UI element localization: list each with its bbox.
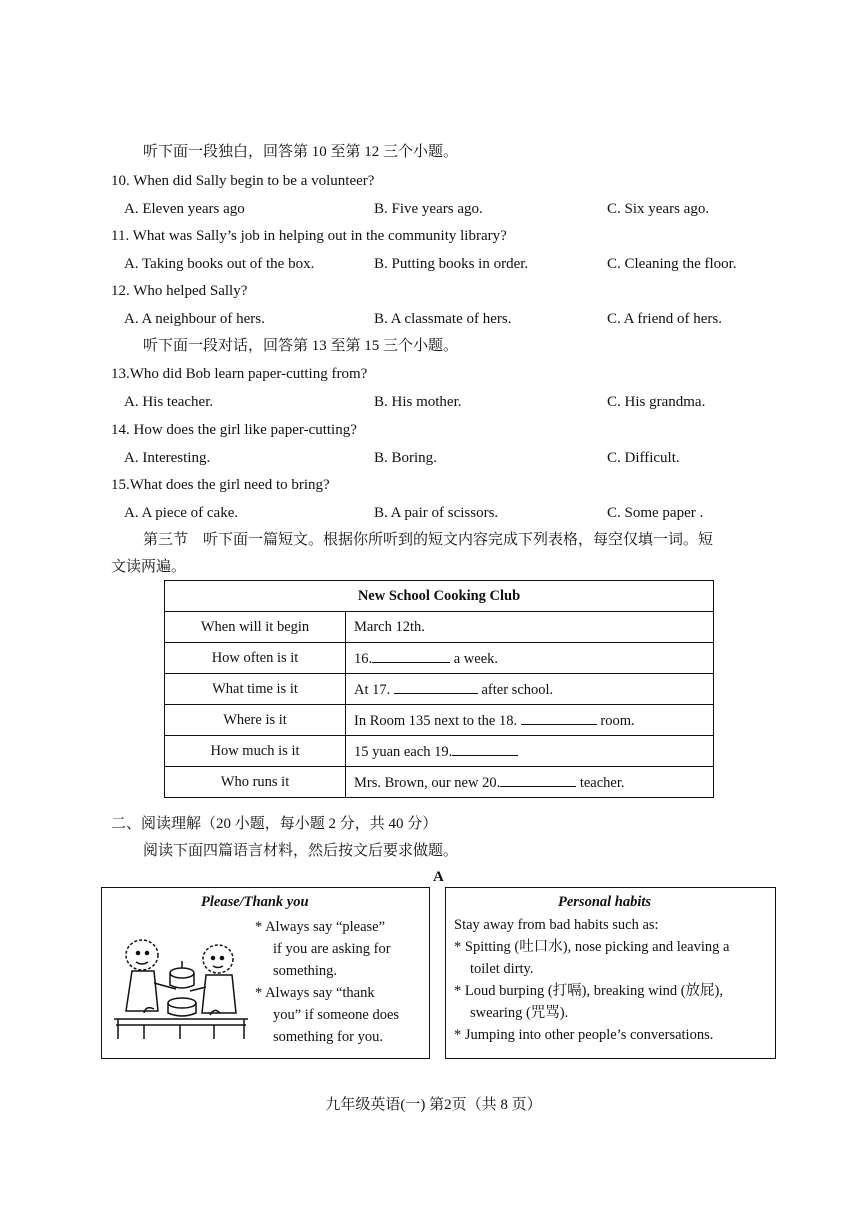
personal-habits-box — [445, 887, 776, 1059]
reading-heading: 二、阅读理解（20 小题，每小题 2 分，共 40 分） — [111, 816, 438, 832]
question-11: 11. What was Sally’s job in helping out in the community library? — [111, 228, 507, 244]
question-15: 15.What does the girl need to bring? — [111, 477, 330, 493]
row-label: Where is it — [165, 705, 346, 736]
row-value — [346, 643, 714, 674]
row-value — [346, 767, 714, 798]
table-row — [165, 767, 714, 798]
option-11-a[interactable]: A. Taking books out of the box. — [124, 256, 315, 272]
left-box-line: if you are asking for — [273, 941, 391, 957]
left-box-line: something. — [273, 963, 338, 979]
table-row — [165, 643, 714, 674]
table-title: New School Cooking Club — [165, 581, 714, 612]
row-label: How much is it — [165, 736, 346, 767]
question-13: 13.Who did Bob learn paper-cutting from? — [111, 366, 368, 382]
option-14-b[interactable]: B. Boring. — [374, 450, 437, 466]
please-thank-you-box — [101, 887, 430, 1059]
option-12-b[interactable]: B. A classmate of hers. — [374, 311, 512, 327]
left-box-line: * Always say “please” — [255, 919, 386, 935]
section3-instruction-cont: 文读两遍。 — [111, 559, 187, 575]
instruction-dialogue: 听下面一段对话，回答第 13 至第 15 三个小题。 — [143, 338, 459, 354]
row-label: How often is it — [165, 643, 346, 674]
option-14-c[interactable]: C. Difficult. — [607, 450, 680, 466]
table-row — [165, 612, 714, 643]
option-15-a[interactable]: A. A piece of cake. — [124, 505, 239, 521]
right-box-line: toilet dirty. — [470, 961, 534, 977]
table-row — [165, 705, 714, 736]
answer-blank-18[interactable] — [521, 710, 597, 725]
option-14-a[interactable]: A. Interesting. — [124, 450, 211, 466]
row-value-suffix: a week. — [450, 651, 499, 667]
option-11-b[interactable]: B. Putting books in order. — [374, 256, 529, 272]
box-title: Personal habits — [558, 894, 652, 910]
right-box-line: swearing (咒骂). — [470, 1005, 569, 1021]
option-15-b[interactable]: B. A pair of scissors. — [374, 505, 499, 521]
page-footer: 九年级英语(一) 第2页（共 8 页） — [325, 1097, 542, 1113]
left-box-line: something for you. — [273, 1029, 383, 1045]
option-13-c[interactable]: C. His grandma. — [607, 394, 706, 410]
row-value-text: At 17. — [354, 682, 394, 698]
passage-label: A — [433, 869, 444, 885]
row-value — [346, 736, 714, 767]
option-10-b[interactable]: B. Five years ago. — [374, 201, 483, 217]
question-14: 14. How does the girl like paper-cutting? — [111, 422, 357, 438]
row-label: When will it begin — [165, 612, 346, 643]
option-15-c[interactable]: C. Some paper . — [607, 505, 704, 521]
row-label: Who runs it — [165, 767, 346, 798]
right-box-line: Stay away from bad habits such as: — [454, 917, 659, 933]
row-value-suffix: teacher. — [576, 775, 625, 791]
option-10-c[interactable]: C. Six years ago. — [607, 201, 710, 217]
option-12-a[interactable]: A. A neighbour of hers. — [124, 311, 265, 327]
row-value-suffix: after school. — [477, 682, 554, 698]
children-sharing-cake-illustration — [114, 933, 248, 1041]
table-row — [165, 736, 714, 767]
section3-instruction: 第三节 听下面一篇短文。根据你所听到的短文内容完成下列表格，每空仅填一词。短 — [143, 532, 714, 548]
option-11-c[interactable]: C. Cleaning the floor. — [607, 256, 737, 272]
right-box-line: * Spitting (吐口水), nose picking and leaving a — [454, 939, 730, 955]
row-value-text: 16. — [354, 651, 373, 667]
reading-instruction: 阅读下面四篇语言材料，然后按文后要求做题。 — [143, 843, 459, 859]
row-value-text: In Room 135 next to the 18. — [354, 713, 521, 729]
cooking-club-table — [164, 580, 714, 798]
row-value-text: March 12th. — [354, 618, 425, 635]
row-value — [346, 674, 714, 705]
answer-blank-16[interactable] — [372, 648, 450, 663]
right-box-line: * Jumping into other people’s conversations. — [454, 1027, 714, 1043]
option-13-a[interactable]: A. His teacher. — [124, 394, 214, 410]
answer-blank-17[interactable] — [394, 679, 478, 694]
table-row — [165, 674, 714, 705]
left-box-line: you” if someone does — [273, 1007, 400, 1023]
row-value — [346, 705, 714, 736]
option-12-c[interactable]: C. A friend of hers. — [607, 311, 722, 327]
option-13-b[interactable]: B. His mother. — [374, 394, 462, 410]
question-10: 10. When did Sally begin to be a volunteer? — [111, 173, 375, 189]
row-value-text: 15 yuan each 19. — [354, 744, 453, 760]
row-label: What time is it — [165, 674, 346, 705]
row-value-suffix: room. — [596, 713, 635, 729]
question-12: 12. Who helped Sally? — [111, 283, 248, 299]
option-10-a[interactable]: A. Eleven years ago — [124, 201, 245, 217]
instruction-monologue: 听下面一段独白，回答第 10 至第 12 三个小题。 — [143, 144, 459, 160]
row-value-text: Mrs. Brown, our new 20. — [354, 775, 501, 791]
answer-blank-19[interactable] — [452, 741, 518, 756]
left-box-line: * Always say “thank — [255, 985, 375, 1001]
row-value — [346, 612, 714, 643]
right-box-line: * Loud burping (打嗝), breaking wind (放屁), — [454, 983, 724, 999]
box-title: Please/Thank you — [201, 894, 309, 910]
answer-blank-20[interactable] — [500, 772, 576, 787]
